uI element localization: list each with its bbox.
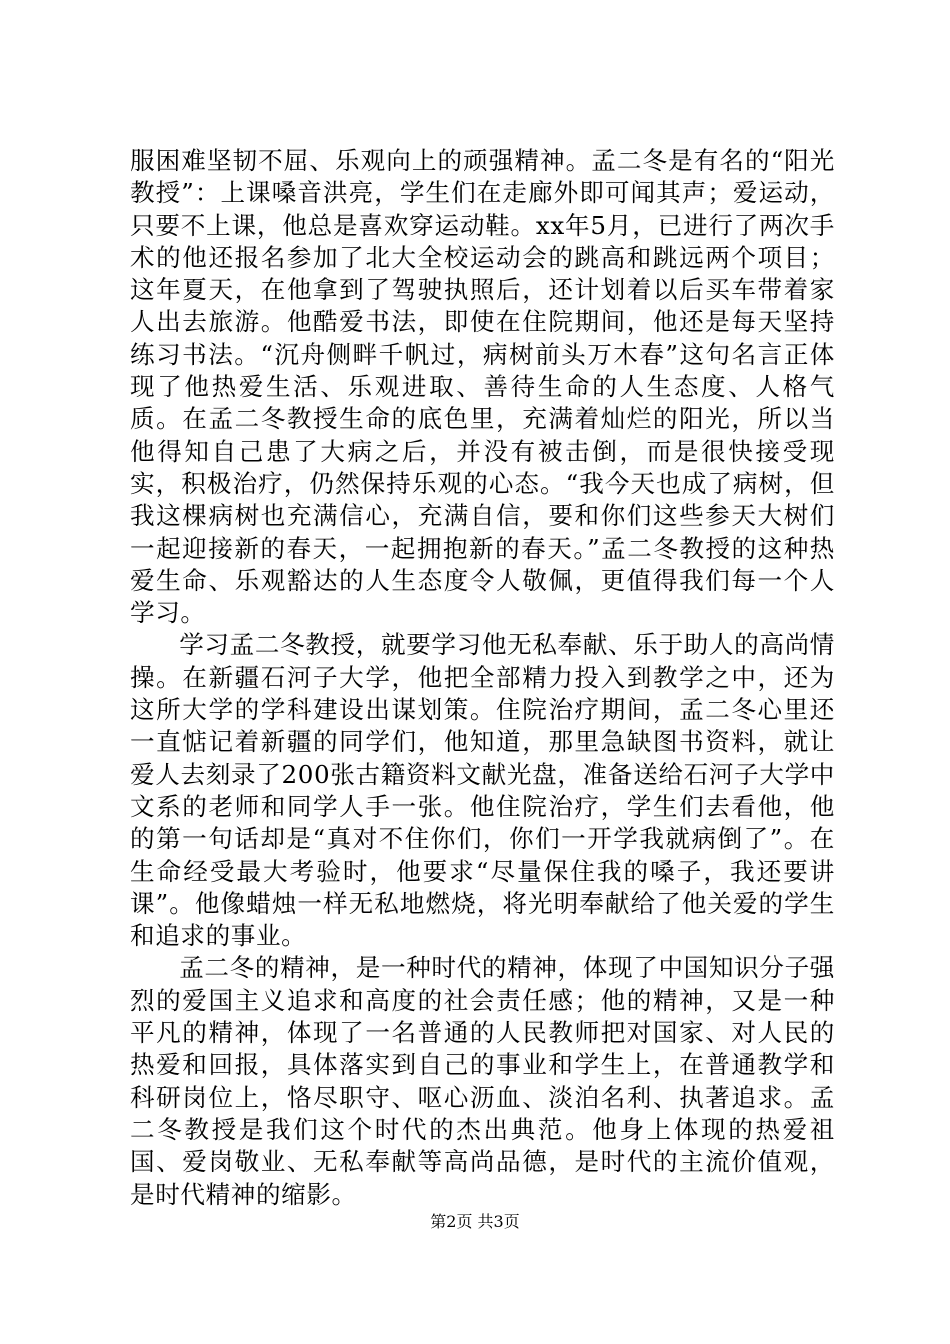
paragraph-spirit-of-era: 孟二冬的精神，是一种时代的精神，体现了中国知识分子强烈的爱国主义追求和高度的社会责任感；他的精神，又是一种平凡的精神，体现了一名普通的人民教师把对国家、对人民的热爱和回报，具体落实到自己的事业和学生上，在普通教学和科研岗位上，恪尽职守、呕心沥血、淡泊名利、执著追求。孟二冬教授是我们这个时代的杰出典范。他身上体现的热爱祖国、爱岗敬业、无私奉献等高尚品德，是时代的主流价值观，是时代精神的缩影。	[130, 953, 835, 1209]
paragraph-continuation: 服困难坚韧不屈、乐观向上的顽强精神。孟二冬是有名的“阳光教授”：上课嗓音洪亮，学生们在走廊外即可闻其声；爱运动，只要不上课，他总是喜欢穿运动鞋。xx年5月，已进行了两次手术的他还报名参加了北大全校运动会的跳高和跳远两个项目；这年夏天，在他拿到了驾驶执照后，还计划着以后买车带着家人出去旅游。他酷爱书法，即使在住院期间，他还是每天坚持练习书法。“沉舟侧畔千帆过，病树前头万木春”这句名言正体现了他热爱生活、乐观进取、善待生命的人生态度、人格气质。在孟二冬教授生命的底色里，充满着灿烂的阳光，所以当他得知自己患了大病之后，并没有被击倒，而是很快接受现实，积极治疗，仍然保持乐观的心态。“我今天也成了病树，但我这棵病树也充满信心，充满自信，要和你们这些参天大树们一起迎接新的春天，一起拥抱新的春天。”孟二冬教授的这种热爱生命、乐观豁达的人生态度令人敬佩，更值得我们每一个人学习。	[130, 146, 835, 628]
paragraph-selfless-dedication: 学习孟二冬教授，就要学习他无私奉献、乐于助人的高尚情操。在新疆石河子大学，他把全部精力投入到教学之中，还为这所大学的学科建设出谋划策。住院治疗期间，孟二冬心里还一直惦记着新疆的同学们，他知道，那里急缺图书资料，就让爱人去刻录了200张古籍资料文献光盘，准备送给石河子大学中文系的老师和同学人手一张。他住院治疗，学生们去看他，他的第一句话却是“真对不住你们，你们一开学我就病倒了”。在生命经受最大考验时，他要求“尽量保住我的嗓子，我还要讲课”。他像蜡烛一样无私地燃烧，将光明奉献给了他关爱的学生和追求的事业。	[130, 630, 835, 951]
page-number-footer: 第2页 共3页	[430, 1212, 520, 1231]
document-body	[130, 145, 835, 1211]
